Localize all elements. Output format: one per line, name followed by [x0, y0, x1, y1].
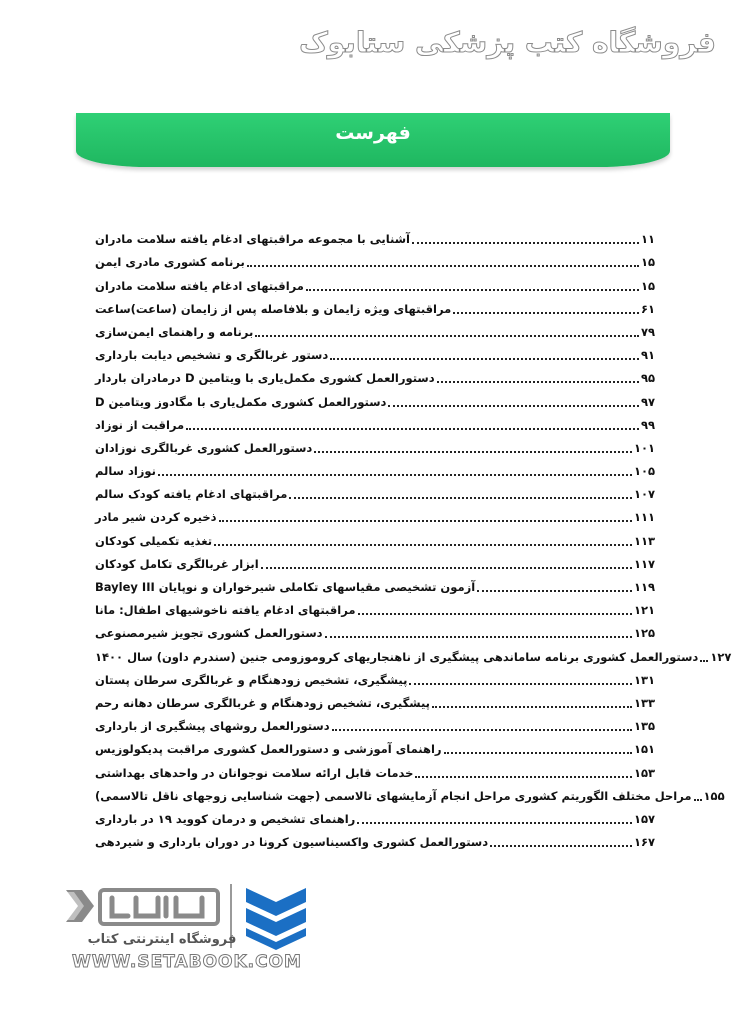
toc-entry-title: پیشگیری، تشخیص زودهنگام و غربالگری سرطان پستان	[95, 672, 408, 687]
toc-entry-title: برنامه و راهنمای ایمن‌سازی	[95, 324, 254, 339]
toc-entry-title: مراقبتهای ادغام یافته ناخوشیهای اطفال: مانا	[95, 603, 356, 618]
dot-leader	[412, 242, 639, 244]
toc-entry-title: دستورالعمل روشهای پیشگیری از بارداری	[95, 719, 330, 734]
dot-leader	[186, 428, 639, 430]
toc-entry[interactable]	[95, 782, 725, 805]
toc-entry-title: دستورالعمل کشوری غربالگری نوزادان	[95, 440, 313, 455]
table-of-contents	[95, 225, 732, 851]
toc-entry[interactable]	[95, 387, 655, 410]
toc-page-number: ۱۱۱	[633, 510, 655, 525]
toc-entry-title: دستورالعمل کشوری برنامه ساماندهی پیشگیری از ناهنجاریهای کروموزومی جنین (سندرم داون) سال ۱۴۰۰	[95, 649, 699, 664]
toc-entry[interactable]	[95, 411, 655, 434]
toc-entry-title: دستورالعمل کشوری تجویز شیرمصنوعی	[95, 626, 323, 641]
dot-leader	[330, 358, 639, 360]
toc-entry-title: مراحل مختلف الگوریتم کشوری مراحل انجام آزمایشهای تالاسمی (جهت شناسایی زوجهای ناقل تالاسمی)	[95, 788, 692, 803]
toc-page-number: ۱۱۹	[633, 580, 655, 594]
dot-leader	[214, 544, 632, 546]
dot-leader	[694, 799, 702, 801]
toc-entry[interactable]	[95, 550, 655, 573]
toc-page-number: ۱۲۱	[633, 603, 655, 618]
dot-leader	[477, 590, 632, 592]
toc-page-number: ۱۰۷	[633, 487, 655, 502]
toc-entry-title: تغذیه تکمیلی کودکان	[95, 533, 213, 548]
logo-tagline: فروشگاه اینترنتی کتاب	[87, 932, 237, 947]
toc-entry[interactable]	[95, 457, 655, 480]
toc-page-number: ۹۹	[640, 417, 655, 432]
toc-entry[interactable]	[95, 758, 655, 781]
dot-leader	[314, 451, 632, 453]
toc-entry-title: خدمات قابل ارائه سلامت نوجوانان در واحدهای بهداشتی	[95, 765, 414, 780]
toc-entry[interactable]	[95, 526, 655, 549]
dot-leader	[325, 636, 632, 638]
book-icon	[246, 888, 306, 950]
dot-leader	[261, 567, 632, 569]
toc-page-number: ۱۱	[640, 232, 655, 247]
toc-entry[interactable]	[95, 480, 655, 503]
toc-entry-title: مراقبتهای ادغام یافته سلامت مادران	[95, 278, 304, 293]
toc-page-number: ۱۵	[640, 255, 655, 270]
toc-entry-title: مراقبتهای ادغام یافته کودک سالم	[95, 487, 288, 502]
toc-entry-title: پیشگیری، تشخیص زودهنگام و غربالگری سرطان دهانه رحم	[95, 695, 430, 710]
dot-leader	[219, 520, 632, 522]
toc-entry[interactable]	[95, 225, 655, 248]
dot-leader	[158, 474, 632, 476]
toc-entry[interactable]	[95, 619, 655, 642]
dot-leader	[357, 822, 632, 824]
dot-leader	[700, 660, 708, 662]
dot-leader	[247, 265, 639, 267]
toc-entry-title: دستور غربالگری و تشخیص دیابت بارداری	[95, 348, 329, 363]
toc-page-number: ۹۵	[640, 371, 655, 386]
toc-page-number: ۱۳۳	[633, 695, 655, 710]
toc-entry[interactable]	[95, 295, 655, 318]
toc-entry[interactable]	[95, 596, 655, 619]
dot-leader	[332, 729, 632, 731]
dot-leader	[409, 683, 632, 685]
dot-leader	[358, 613, 632, 615]
toc-entry[interactable]	[95, 712, 655, 735]
toc-entry-title: مراقبتهای ویژه زایمان و بلافاصله پس از زایمان (ساعت)ساعت	[95, 301, 452, 316]
toc-page-number: ۱۵	[640, 278, 655, 293]
toc-entry[interactable]	[95, 503, 655, 526]
toc-page-number: ۱۵۳	[633, 765, 655, 780]
toc-page-number: ۱۵۱	[633, 742, 655, 757]
header-banner	[76, 113, 670, 167]
toc-entry-title: راهنمای آموزشی و دستورالعمل کشوری مراقبت پدیکولوزیس	[95, 742, 442, 757]
toc-entry-title: برنامه کشوری مادری ایمن	[95, 255, 245, 270]
toc-page-number: ۱۶۷	[633, 835, 655, 850]
toc-entry[interactable]	[95, 318, 655, 341]
toc-page-number: ۷۹	[640, 324, 655, 339]
website-url: WWW.SETABOOK.COM	[72, 952, 302, 972]
toc-entry-title: راهنمای تشخیص و درمان کووید ۱۹ در بارداری	[95, 811, 356, 826]
toc-page-number: ۱۳۱	[633, 672, 655, 687]
toc-page-number: ۱۳۵	[633, 719, 655, 734]
toc-page-number: ۶۱	[640, 301, 655, 316]
toc-entry-title: ذخیره کردن شیر مادر	[95, 510, 217, 525]
dot-leader	[437, 381, 639, 383]
toc-page-number: ۹۱	[640, 348, 655, 363]
toc-entry[interactable]	[95, 364, 655, 387]
toc-entry[interactable]	[95, 271, 655, 294]
toc-entry[interactable]	[95, 248, 655, 271]
toc-page-number: ۱۲۷	[710, 649, 732, 664]
dot-leader	[289, 497, 632, 499]
toc-page-number: ۱۰۵	[633, 464, 655, 479]
toc-page-number: ۱۰۱	[633, 440, 655, 455]
toc-page-number: ۱۱۷	[633, 556, 655, 571]
dot-leader	[388, 405, 639, 407]
toc-page-number: ۱۵۷	[633, 811, 655, 826]
dot-leader	[453, 312, 639, 314]
toc-entry-title: نوزاد سالم	[95, 464, 156, 479]
dot-leader	[490, 845, 632, 847]
toc-entry[interactable]	[95, 341, 655, 364]
toc-entry-title: دستورالعمل کشوری مکمل‌یاری با ویتامین D درمادران باردار	[95, 371, 435, 386]
dot-leader	[415, 776, 631, 778]
toc-entry-title: دستورالعمل کشوری واکسیناسیون کرونا در دوران بارداری و شیردهی	[95, 835, 489, 850]
dot-leader	[255, 335, 639, 337]
toc-entry[interactable]	[95, 642, 732, 665]
toc-entry[interactable]	[95, 805, 655, 828]
toc-page-number: ۹۷	[640, 394, 655, 409]
toc-entry-title: آزمون تشخیصی مقیاسهای تکاملی شیرخواران و نوپایان Bayley III	[95, 580, 476, 594]
page-title: فهرست	[335, 122, 411, 144]
toc-entry[interactable]	[95, 689, 655, 712]
toc-entry[interactable]	[95, 735, 655, 758]
toc-page-number: ۱۵۵	[703, 788, 725, 803]
store-watermark: فروشگاه کتب پزشکی ستابوک	[299, 26, 716, 59]
toc-entry-title: آشنایی با مجموعه مراقبتهای ادغام یافته سلامت مادران	[95, 232, 410, 247]
toc-entry-title: ابزار غربالگری تکامل کودکان	[95, 556, 259, 571]
toc-entry-title: مراقبت از نوزاد	[95, 417, 185, 432]
toc-entry[interactable]	[95, 828, 655, 851]
toc-page-number: ۱۲۵	[633, 626, 655, 641]
dot-leader	[306, 289, 639, 291]
toc-entry[interactable]	[95, 573, 655, 596]
dot-leader	[432, 706, 632, 708]
toc-entry[interactable]	[95, 666, 655, 689]
dot-leader	[444, 752, 632, 754]
toc-page-number: ۱۱۳	[633, 533, 655, 548]
toc-entry-title: دستورالعمل کشوری مکمل‌یاری با مگادوز ویتامین D	[95, 394, 387, 409]
toc-entry[interactable]	[95, 434, 655, 457]
